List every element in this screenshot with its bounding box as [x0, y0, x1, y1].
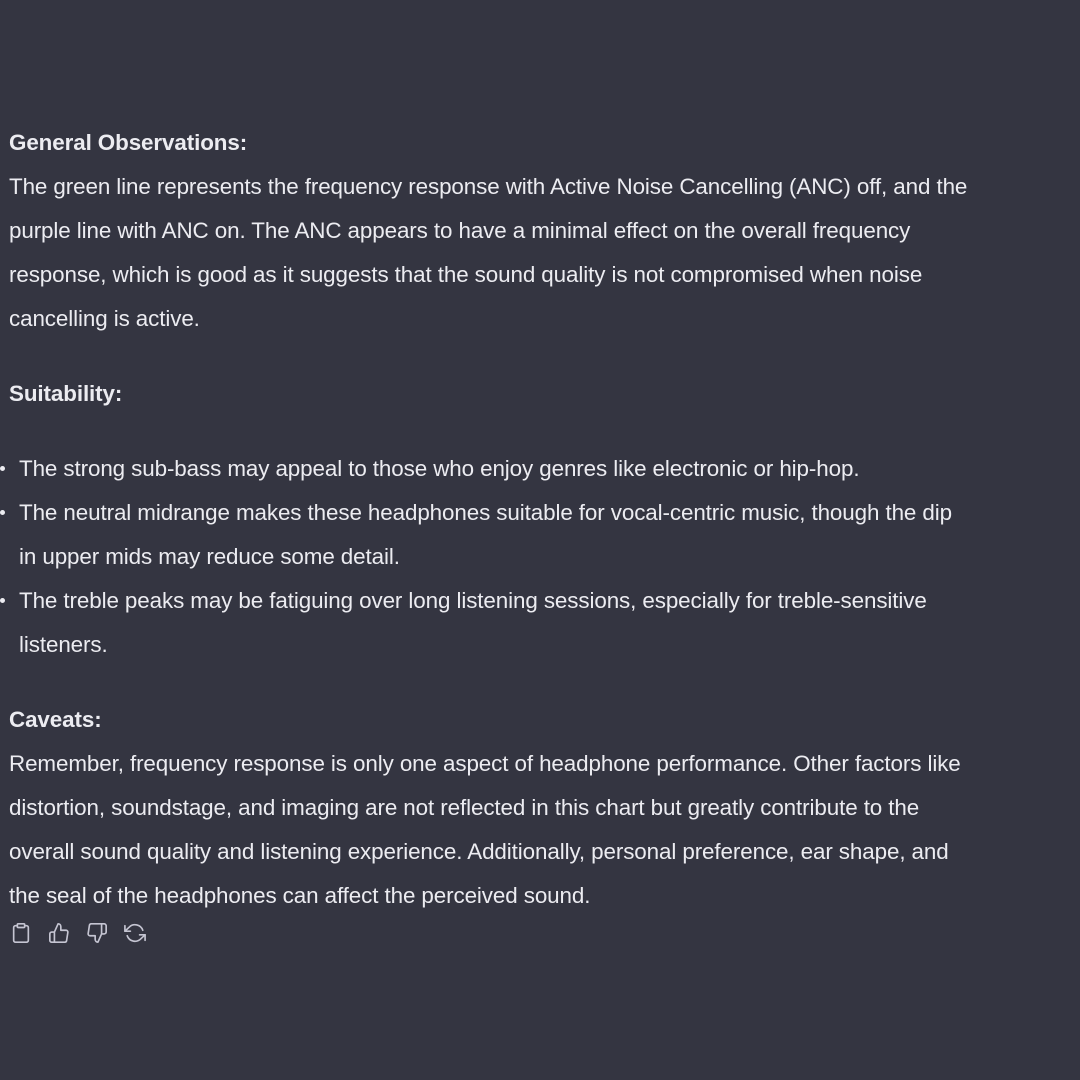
regenerate-button[interactable]	[123, 920, 147, 946]
section-spacer	[9, 341, 1080, 372]
general-observations-line: purple line with ANC on. The ANC appears to have a minimal effect on the overall frequency	[9, 218, 911, 243]
thumbs-up-button[interactable]	[47, 920, 71, 946]
caveats-line: distortion, soundstage, and imaging are not reflected in this chart but greatly contribute to the	[9, 795, 920, 820]
general-observations-heading: General Observations:	[9, 130, 248, 155]
bullet-dot	[0, 466, 5, 471]
assistant-message	[9, 121, 1080, 918]
caveats-line: the seal of the headphones can affect the perceived sound.	[9, 883, 591, 908]
regenerate-icon	[124, 922, 146, 944]
list-item	[9, 491, 1080, 579]
list-item-text: The neutral midrange makes these headphones suitable for vocal-centric music, though the dip	[19, 500, 952, 525]
general-observations-line: cancelling is active.	[9, 306, 200, 331]
list-item	[9, 447, 1080, 491]
bullet-dot	[0, 510, 5, 515]
thumbs-down-button[interactable]	[85, 920, 109, 946]
general-observations-line: response, which is good as it suggests that the sound quality is not compromised when noise	[9, 262, 923, 287]
list-item	[9, 579, 1080, 667]
list-item-text: The treble peaks may be fatiguing over long listening sessions, especially for treble-sensitive	[19, 588, 927, 613]
caveats-line: Remember, frequency response is only one aspect of headphone performance. Other factors like	[9, 751, 961, 776]
thumbs-down-icon	[86, 922, 108, 944]
list-item-text: listeners.	[19, 632, 108, 657]
copy-button[interactable]	[9, 920, 33, 946]
message-actions	[9, 920, 147, 946]
thumbs-up-icon	[48, 922, 70, 944]
suitability-list	[9, 447, 1080, 667]
caveats-heading: Caveats:	[9, 707, 102, 732]
list-item-text: in upper mids may reduce some detail.	[19, 544, 400, 569]
general-observations-line: The green line represents the frequency response with Active Noise Cancelling (ANC) off, and the	[9, 174, 968, 199]
clipboard-icon	[10, 922, 32, 944]
bullet-dot	[0, 598, 5, 603]
caveats-line: overall sound quality and listening experience. Additionally, personal preference, ear shape, and	[9, 839, 949, 864]
suitability-heading: Suitability:	[9, 381, 123, 406]
list-item-text: The strong sub-bass may appeal to those who enjoy genres like electronic or hip-hop.	[19, 456, 860, 481]
